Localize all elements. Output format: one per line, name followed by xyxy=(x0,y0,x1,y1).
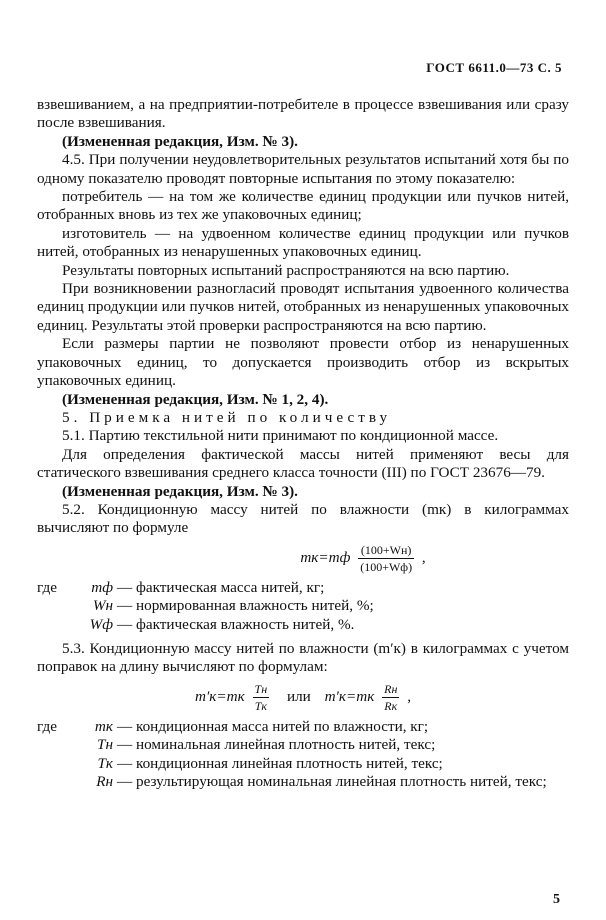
formula-length-correction xyxy=(37,681,569,714)
definition-text: — нормированная влажность нитей, %; xyxy=(117,597,374,615)
formula-conditioned-mass xyxy=(37,542,569,575)
paragraph-4-5: 4.5. При получении неудовлетворительных результатов испытаний хотя бы по одному показателю проводят повторные испытания по этому показателю: xyxy=(37,151,569,187)
fraction-denominator: Rк xyxy=(384,698,398,713)
page-number: 5 xyxy=(553,892,560,907)
body-text xyxy=(37,96,569,791)
paragraph-5-3: 5.3. Кондиционную массу нитей по влажности (m′к) в килограммах с учетом поправок на длину вычисляют по формулам: xyxy=(37,639,569,676)
definition-text: — кондиционная линейная плотность нитей, текс; xyxy=(117,754,443,772)
formula-comma: , xyxy=(421,548,426,566)
formula-fraction xyxy=(253,681,270,714)
definition-symbol: Tн xyxy=(97,736,113,754)
definition-text: — кондиционная масса нитей по влажности, кг; xyxy=(117,717,429,735)
amendment-note: (Измененная редакция, Изм. № 1, 2, 4). xyxy=(62,390,329,408)
paragraph: Для определения фактической массы нитей применяют весы для статического взвешивания среднего класса точности (III) по ГОСТ 23676—79. xyxy=(37,445,569,482)
paragraph: Результаты повторных испытаний распространяются на всю партию. xyxy=(62,261,510,279)
definition-symbol: Tк xyxy=(97,754,113,772)
paragraph: Если размеры партии не позволяют провести отбор из ненарушенных упаковочных единиц, то допускается производить отбор из вскрытых упаковочных единиц. xyxy=(37,335,569,390)
fraction-numerator: Tн xyxy=(254,681,268,696)
formula-lhs: mк=mф xyxy=(300,548,351,566)
formula-fraction xyxy=(382,681,399,714)
definition-text: — результирующая номинальная линейная плотность нитей, текс; xyxy=(117,773,547,790)
definition-symbol: Wн xyxy=(92,597,113,615)
section-heading: 5. Приемка нитей по количеству xyxy=(62,408,392,426)
formula-comma: , xyxy=(407,687,411,705)
formula-lhs: m′к=mк xyxy=(324,687,375,705)
definition-symbol: Rн xyxy=(96,773,113,790)
definition-lead: где xyxy=(37,578,57,596)
paragraph-5-1: 5.1. Партию текстильной нити принимают по кондиционной массе. xyxy=(62,427,499,445)
paragraph: взвешиванием, а на предприятии-потребителе в процессе взвешивания или сразу после взвешивания. xyxy=(37,96,569,132)
definitions-list xyxy=(37,718,569,792)
amendment-note: (Измененная редакция, Изм. № 3). xyxy=(62,132,298,150)
paragraph: При возникновении разногласий проводят испытания удвоенного количества единиц продукции или пучков нитей, отобранных из ненарушенных упаковочных единиц. Результаты этой проверки распространяются на всю партию. xyxy=(37,280,569,334)
definition-text: — номинальная линейная плотность нитей, текс; xyxy=(117,736,436,754)
definitions-list xyxy=(37,579,569,634)
definition-row xyxy=(37,579,569,597)
definition-symbol: mк xyxy=(94,717,113,735)
running-header: ГОСТ 6611.0—73 С. 5 xyxy=(426,60,562,75)
paragraph: потребитель — на том же количестве единиц продукции или пучков нитей, отобранных вновь из тех же упаковочных единиц; xyxy=(37,188,569,224)
definition-row xyxy=(37,736,569,754)
fraction-denominator: Tк xyxy=(254,698,267,713)
formula-or: или xyxy=(286,687,311,705)
definition-row xyxy=(37,755,569,773)
definition-row xyxy=(37,718,569,736)
fraction-denominator: (100+Wф) xyxy=(360,559,413,574)
definition-row xyxy=(37,773,569,791)
definition-text: — фактическая масса нитей, кг; xyxy=(117,578,325,596)
definition-lead: где xyxy=(37,717,57,735)
definition-row xyxy=(37,597,569,615)
fraction-numerator: (100+Wн) xyxy=(358,542,414,559)
formula-fraction xyxy=(358,542,414,575)
definition-symbol: Wф xyxy=(89,615,113,633)
definition-text: — фактическая влажность нитей, %. xyxy=(117,615,355,633)
definition-symbol: mф xyxy=(91,578,113,596)
paragraph: изготовитель — на удвоенном количестве единиц продукции или пучков нитей, отобранных из ненарушенных упаковочных единиц. xyxy=(37,224,569,261)
formula-lhs: m′к=mк xyxy=(195,687,245,705)
amendment-note: (Измененная редакция, Изм. № 3). xyxy=(62,482,298,500)
definition-row xyxy=(37,616,569,634)
fraction-numerator: Rн xyxy=(384,681,398,696)
paragraph-5-2: 5.2. Кондиционную массу нитей по влажности (mк) в килограммах вычисляют по формуле xyxy=(37,500,569,537)
